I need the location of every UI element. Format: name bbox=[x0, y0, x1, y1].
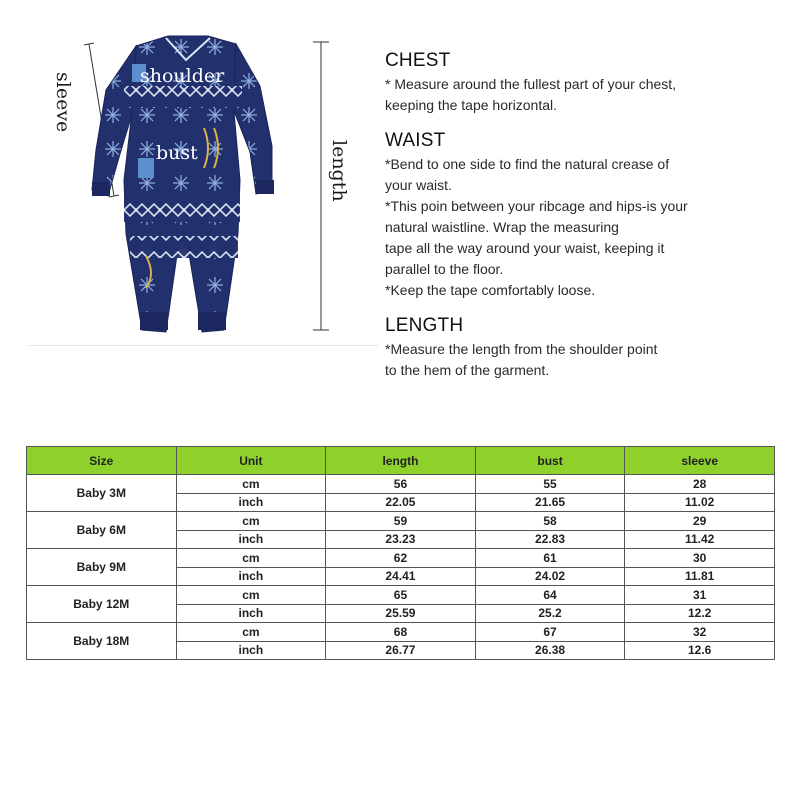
waist-line: parallel to the floor. bbox=[385, 261, 504, 277]
length-heading: LENGTH bbox=[385, 315, 464, 336]
size-cell: Baby 6M bbox=[27, 512, 177, 549]
length-line: to the hem of the garment. bbox=[385, 362, 550, 378]
sleeve-cell: 11.02 bbox=[625, 493, 775, 512]
waist-line: *Bend to one side to find the natural crease of bbox=[385, 156, 670, 172]
sleeve-cell: 28 bbox=[625, 475, 775, 494]
length-cell: 22.05 bbox=[326, 493, 476, 512]
unit-cell: cm bbox=[176, 549, 326, 568]
bust-label: bust bbox=[156, 142, 198, 164]
waist-line: *Keep the tape comfortably loose. bbox=[385, 282, 596, 298]
bust-cell: 21.65 bbox=[475, 493, 625, 512]
length-cell: 59 bbox=[326, 512, 476, 531]
waist-line: natural waistline. Wrap the measuring bbox=[385, 219, 619, 235]
unit-cell: inch bbox=[176, 604, 326, 623]
waist-line: your waist. bbox=[385, 177, 452, 193]
length-cell: 62 bbox=[326, 549, 476, 568]
unit-cell: inch bbox=[176, 493, 326, 512]
size-cell: Baby 18M bbox=[27, 623, 177, 660]
size-chart bbox=[26, 446, 775, 660]
bust-cell: 58 bbox=[475, 512, 625, 531]
sleeve-label: sleeve bbox=[52, 72, 74, 133]
measuring-guide bbox=[385, 50, 745, 395]
size-cell: Baby 12M bbox=[27, 586, 177, 623]
sleeve-cell: 11.42 bbox=[625, 530, 775, 549]
length-line: *Measure the length from the shoulder point bbox=[385, 341, 658, 357]
table-row bbox=[27, 586, 775, 605]
size-cell: Baby 3M bbox=[27, 475, 177, 512]
header-sleeve: sleeve bbox=[625, 447, 775, 475]
sleeve-cell: 12.2 bbox=[625, 604, 775, 623]
sleeve-cell: 29 bbox=[625, 512, 775, 531]
unit-cell: cm bbox=[176, 586, 326, 605]
chest-line: * Measure around the fullest part of your chest, bbox=[385, 76, 677, 92]
bust-cell: 25.2 bbox=[475, 604, 625, 623]
bust-cell: 67 bbox=[475, 623, 625, 642]
table-row bbox=[27, 512, 775, 531]
shoulder-label: shoulder bbox=[140, 65, 225, 87]
length-cell: 56 bbox=[326, 475, 476, 494]
size-table bbox=[26, 446, 775, 660]
unit-cell: cm bbox=[176, 623, 326, 642]
length-cell: 26.77 bbox=[326, 641, 476, 660]
chest-section bbox=[385, 50, 745, 116]
length-cell: 25.59 bbox=[326, 604, 476, 623]
bust-cell: 24.02 bbox=[475, 567, 625, 586]
length-label: length bbox=[328, 140, 350, 202]
waist-section bbox=[385, 130, 745, 301]
header-unit: Unit bbox=[176, 447, 326, 475]
waist-line: tape all the way around your waist, keeping it bbox=[385, 240, 665, 256]
table-header-row bbox=[27, 447, 775, 475]
table-row bbox=[27, 623, 775, 642]
length-cell: 24.41 bbox=[326, 567, 476, 586]
size-cell: Baby 9M bbox=[27, 549, 177, 586]
unit-cell: inch bbox=[176, 530, 326, 549]
unit-cell: cm bbox=[176, 512, 326, 531]
length-measure-line bbox=[313, 42, 329, 330]
header-length: length bbox=[326, 447, 476, 475]
sleeve-cell: 30 bbox=[625, 549, 775, 568]
unit-cell: cm bbox=[176, 475, 326, 494]
bust-cell: 22.83 bbox=[475, 530, 625, 549]
length-cell: 68 bbox=[326, 623, 476, 642]
chest-line: keeping the tape horizontal. bbox=[385, 97, 558, 113]
sleeve-cell: 11.81 bbox=[625, 567, 775, 586]
waist-heading: WAIST bbox=[385, 130, 446, 151]
bust-cell: 64 bbox=[475, 586, 625, 605]
sleeve-cell: 12.6 bbox=[625, 641, 775, 660]
chest-heading: CHEST bbox=[385, 50, 451, 71]
header-size: Size bbox=[27, 447, 177, 475]
length-cell: 65 bbox=[326, 586, 476, 605]
bust-cell: 61 bbox=[475, 549, 625, 568]
waist-line: *This poin between your ribcage and hips-is your bbox=[385, 198, 688, 214]
header-bust: bust bbox=[475, 447, 625, 475]
length-cell: 23.23 bbox=[326, 530, 476, 549]
length-section bbox=[385, 315, 745, 381]
unit-cell: inch bbox=[176, 567, 326, 586]
bust-cell: 26.38 bbox=[475, 641, 625, 660]
table-row bbox=[27, 549, 775, 568]
sleeve-cell: 31 bbox=[625, 586, 775, 605]
bust-cell: 55 bbox=[475, 475, 625, 494]
unit-cell: inch bbox=[176, 641, 326, 660]
table-row bbox=[27, 475, 775, 494]
sleeve-cell: 32 bbox=[625, 623, 775, 642]
garment-illustration bbox=[28, 30, 378, 346]
